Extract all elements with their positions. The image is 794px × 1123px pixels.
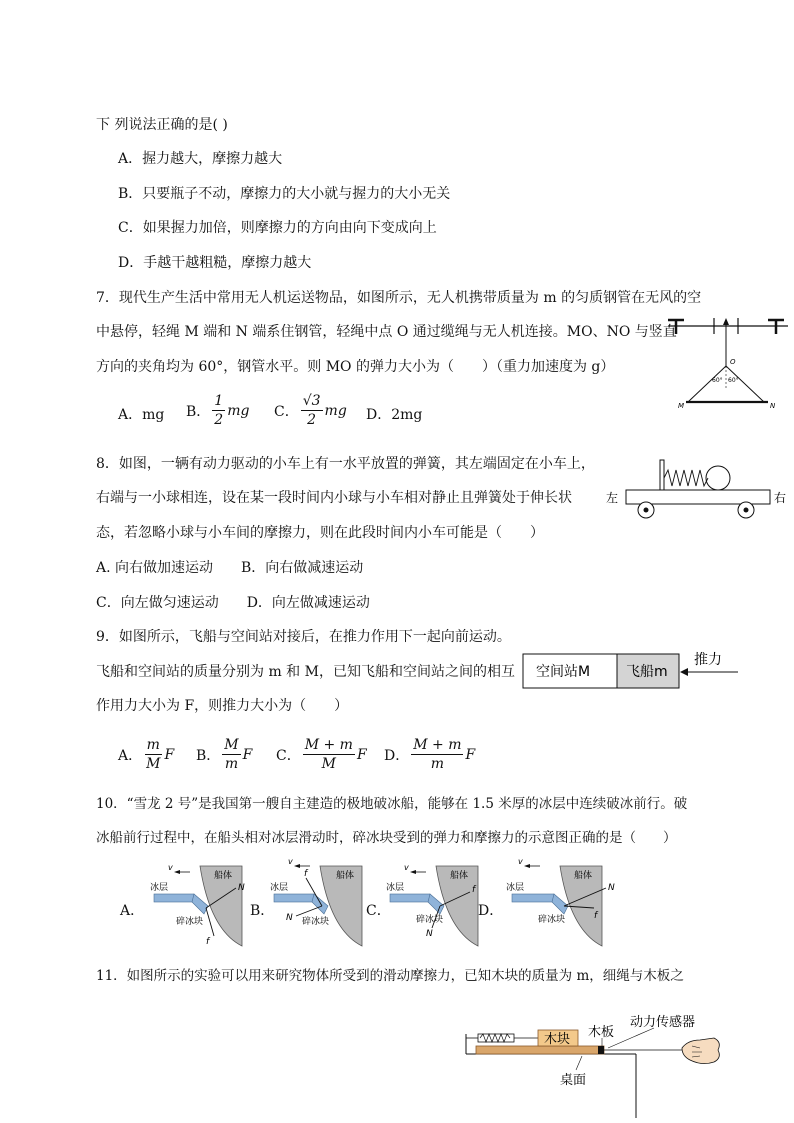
q10-b-v: v — [288, 857, 293, 866]
q9-option-a-fraction — [144, 736, 162, 773]
q7-option-c-fraction — [301, 392, 323, 429]
q7-option-c-tail: mg — [324, 402, 347, 419]
q9-option-b-tail: F — [242, 746, 253, 763]
q10-panel-d — [504, 858, 620, 950]
q9-option-d — [384, 736, 475, 773]
q9-option-a-label: A． — [118, 747, 143, 764]
q11-fig-sensor-label: 动力传感器 — [630, 1015, 696, 1030]
q9-option-d-den: m — [430, 756, 444, 772]
q9-fig-ship-label: 飞船m — [626, 664, 668, 680]
q10-b-f: f — [304, 869, 308, 879]
q9-docking-figure — [522, 648, 786, 692]
q6-option-a: A．握力越大，摩擦力越大 — [118, 151, 283, 167]
q9-option-a-den: M — [146, 756, 161, 772]
q8-fig-left-label: 左 — [606, 491, 619, 505]
q8-line-1: 8．如图，一辆有动力驱动的小车上有一水平放置的弹簧，其左端固定在小车上， — [96, 456, 595, 472]
q10-option-d-label: D． — [478, 903, 504, 919]
q9-line-2: 飞船和空间站的质量分别为 m 和 M，已知飞船和空间站之间的相互 — [96, 664, 515, 680]
q7-line-2: 中悬停，轻绳 M 端和 N 端系住钢管，轻绳中点 O 通过缆绳与无人机连接。MO、NO 与竖直 — [96, 324, 677, 340]
q10-a-v: v — [168, 863, 173, 872]
q7-line-3: 方向的夹角均为 60°，钢管水平。则 MO 的弹力大小为（ ）（重力加速度为 g） — [96, 359, 615, 375]
q11-fig-block-label: 木块 — [544, 1032, 571, 1047]
q10-a-ice: 冰层 — [150, 883, 169, 893]
q8-options-row-2: C．向左做匀速运动 D．向左做减速运动 — [96, 595, 370, 611]
q10-b-hull: 船体 — [336, 871, 355, 881]
q11-fig-table-label: 桌面 — [560, 1073, 587, 1088]
q9-option-b-fraction — [222, 736, 240, 773]
q10-option-a-label: A． — [120, 903, 145, 919]
q11-line-1: 11．如图所示的实验可以用来研究物体所受到的滑动摩擦力，已知木块的质量为 m，细绳与木板之 — [96, 968, 684, 984]
q9-line-3: 作用力大小为 F，则推力大小为（ ） — [96, 698, 349, 714]
q9-option-a — [118, 736, 174, 773]
q7-option-b — [186, 392, 249, 429]
q9-option-b-den: m — [224, 756, 239, 772]
q11-fig-board-label: 木板 — [588, 1025, 615, 1040]
q7-fig-label-m: M — [678, 402, 685, 410]
q10-line-1: 10．“雪龙 2 号”是我国第一艘自主建造的极地破冰船，能够在 1.5 米厚的冰层中连续破冰前行。破 — [96, 796, 688, 812]
q9-option-c-fraction — [303, 736, 355, 773]
q7-option-c — [274, 392, 347, 429]
q6-option-b: B．只要瓶子不动，摩擦力的大小就与握力的大小无关 — [118, 186, 451, 202]
q9-option-b — [196, 736, 252, 773]
q7-option-c-den: 2 — [307, 412, 317, 428]
q9-line-1: 9．如图所示，飞船与空间站对接后，在推力作用下一起向前运动。 — [96, 629, 511, 645]
q9-fig-thrust-label: 推力 — [694, 652, 722, 668]
q9-option-c-num: M + m — [304, 737, 353, 753]
q9-option-c-label: C． — [276, 747, 301, 764]
q10-c-v: v — [404, 863, 409, 872]
q7-option-c-num: √3 — [302, 393, 321, 409]
q6-option-c: C．如果握力加倍，则摩擦力的方向由向下变成向上 — [118, 220, 437, 236]
q7-fig-label-o: O — [730, 358, 736, 366]
q10-d-v: v — [518, 857, 523, 866]
q7-option-d: D．2mg — [366, 407, 423, 423]
q8-line-3: 态，若忽略小球与小车间的摩擦力，则在此段时间内小车可能是（ ） — [96, 525, 544, 541]
q9-option-d-label: D． — [384, 747, 410, 764]
q10-b-N: N — [286, 913, 293, 923]
q10-a-f: f — [206, 937, 210, 947]
q9-option-d-num: M + m — [413, 737, 462, 753]
q7-option-c-label: C． — [274, 403, 299, 420]
q8-line-2: 右端与一小球相连，设在某一段时间内小球与小车相对静止且弹簧处于伸长状 — [96, 490, 572, 506]
q10-a-chunk: 碎冰块 — [176, 917, 204, 927]
q7-option-b-den: 2 — [214, 412, 224, 428]
q9-option-b-num: M — [224, 737, 239, 753]
q10-b-ice: 冰层 — [270, 883, 289, 893]
q10-d-chunk: 碎冰块 — [538, 915, 566, 925]
q10-c-N: N — [426, 929, 433, 939]
q10-d-hull: 船体 — [574, 871, 593, 881]
q9-option-a-num: m — [146, 737, 160, 753]
q9-option-b-label: B． — [196, 747, 221, 764]
q8-fig-right-label: 右 — [774, 491, 787, 505]
q10-a-hull: 船体 — [214, 871, 233, 881]
q10-panel-b — [270, 858, 376, 950]
q10-c-chunk: 碎冰块 — [416, 915, 444, 925]
q10-b-chunk: 碎冰块 — [302, 917, 330, 927]
q9-option-d-tail: F — [465, 746, 476, 763]
q7-fig-angle-left: 60° — [712, 377, 723, 384]
q7-option-b-label: B． — [186, 403, 211, 420]
q7-line-1: 7．现代生产生活中常用无人机运送物品，如图所示，无人机携带质量为 m 的匀质钢管在无风的空 — [96, 290, 702, 306]
q9-option-c-den: M — [321, 756, 337, 772]
q7-drone-figure — [664, 316, 792, 416]
q9-option-a-tail: F — [164, 746, 175, 763]
q7-option-b-tail: mg — [227, 402, 250, 419]
q7-fig-angle-right: 60° — [728, 377, 739, 384]
q10-option-c-label: C． — [366, 903, 391, 919]
q6-option-d: D．手越干越粗糙，摩擦力越大 — [118, 255, 312, 271]
q10-c-ice: 冰层 — [386, 883, 405, 893]
q10-d-N: N — [608, 883, 615, 893]
q10-panel-a — [150, 858, 256, 950]
q10-a-N: N — [238, 883, 245, 893]
q10-panel-c — [386, 858, 492, 950]
q10-d-ice: 冰层 — [506, 883, 525, 893]
q10-d-f: f — [594, 911, 598, 921]
q7-option-b-fraction — [212, 392, 225, 429]
q7-option-a: A．mg — [118, 407, 165, 423]
q7-fig-label-n: N — [770, 402, 776, 410]
q10-c-f: f — [472, 885, 476, 895]
q9-option-d-fraction — [411, 736, 463, 773]
q10-option-b-label: B． — [250, 903, 275, 919]
q9-option-c-tail: F — [356, 746, 367, 763]
q7-option-b-num: 1 — [214, 393, 224, 409]
q9-option-c — [276, 736, 367, 773]
q6-stem-tail: 下 列说法正确的是( ) — [96, 117, 228, 133]
q10-line-2: 冰船前行过程中，在船头相对冰层滑动时，碎冰块受到的弹力和摩擦力的示意图正确的是（ ） — [96, 830, 677, 846]
q8-options-row-1: A. 向右做加速运动 B．向右做减速运动 — [96, 560, 364, 576]
q11-experiment-figure — [464, 1010, 784, 1120]
q9-fig-station-label: 空间站M — [536, 664, 591, 680]
q10-c-hull: 船体 — [450, 871, 469, 881]
q8-cart-figure — [604, 458, 790, 522]
